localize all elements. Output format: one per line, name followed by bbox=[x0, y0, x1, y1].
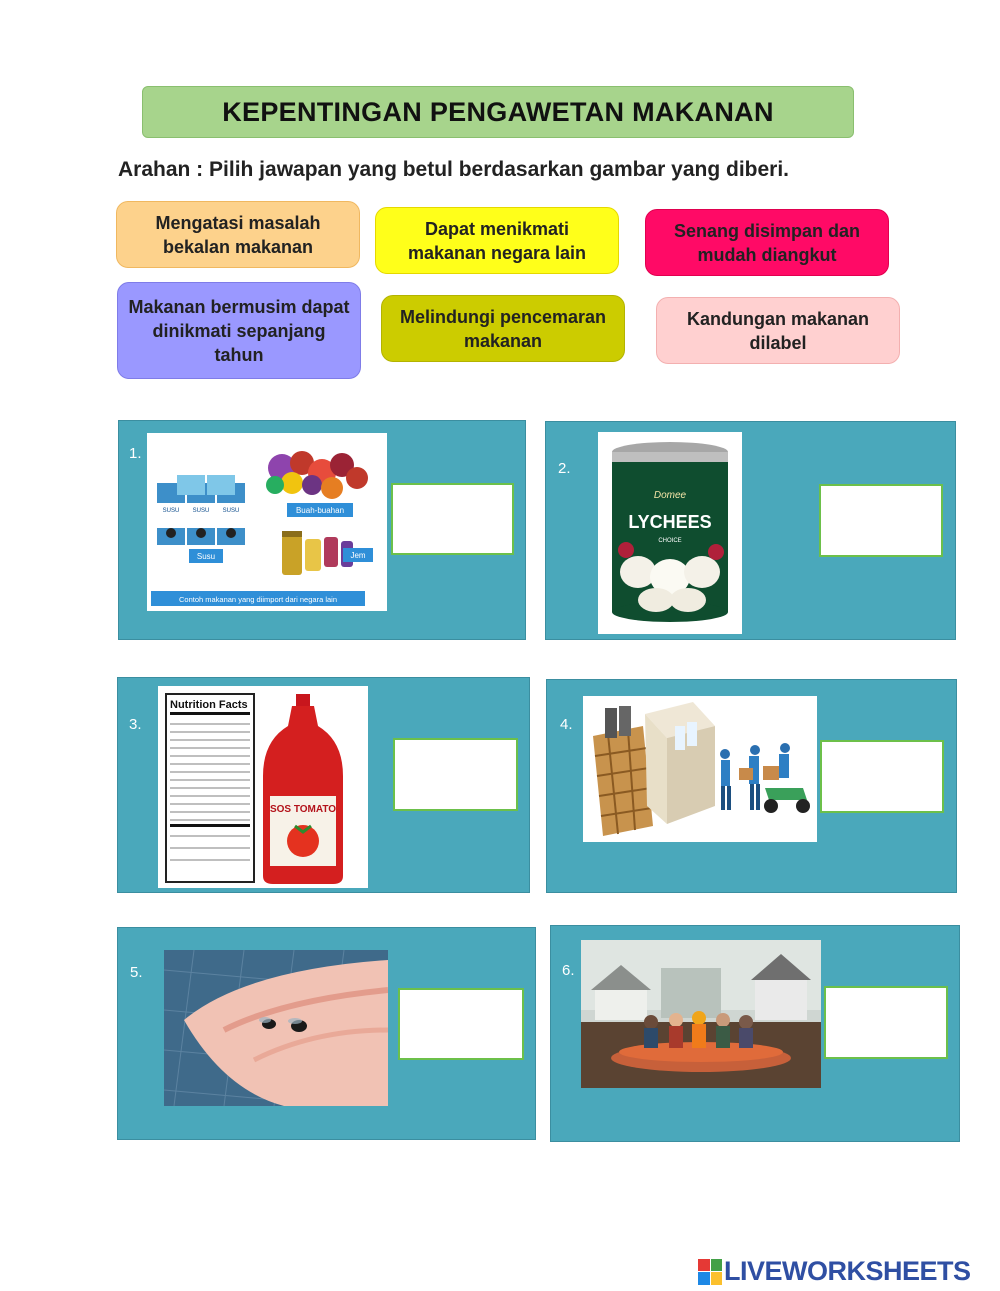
page-title: KEPENTINGAN PENGAWETAN MAKANAN bbox=[142, 86, 854, 138]
question-number: 3. bbox=[129, 716, 142, 733]
question-card-4 bbox=[546, 679, 957, 893]
question-card-1 bbox=[118, 420, 526, 640]
question-number: 6. bbox=[562, 962, 575, 979]
answer-drop-box-5[interactable] bbox=[398, 988, 524, 1060]
lychee-can-image bbox=[598, 432, 742, 634]
bottle-label: SOS TOMATO bbox=[269, 804, 337, 815]
image-caption: Contoh makanan yang diimport dari negara lain bbox=[178, 595, 338, 604]
nutrition-label-ketchup-image bbox=[158, 686, 368, 888]
food-delivery-image bbox=[583, 696, 817, 842]
question-number: 4. bbox=[560, 716, 573, 733]
question-number: 5. bbox=[130, 964, 143, 981]
question-card-5 bbox=[117, 927, 536, 1140]
option-menikmati-makanan-negara-lain[interactable]: Dapat menikmati makanan negara lain bbox=[375, 207, 619, 274]
answer-drop-box-2[interactable] bbox=[819, 484, 943, 557]
can-product: LYCHEES bbox=[628, 512, 712, 532]
question-number: 1. bbox=[129, 445, 142, 462]
can-brand: Domee bbox=[653, 490, 687, 501]
question-card-6 bbox=[550, 925, 960, 1142]
answer-drop-box-3[interactable] bbox=[393, 738, 518, 811]
option-makanan-bermusim[interactable]: Makanan bermusim dapat dinikmati sepanjang tahun bbox=[117, 282, 361, 379]
answer-drop-box-1[interactable] bbox=[391, 483, 514, 555]
instruction-text: Arahan : Pilih jawapan yang betul berdasarkan gambar yang diberi. bbox=[118, 158, 790, 181]
brand-name: LIVEWORKSHEETS bbox=[724, 1256, 971, 1286]
question-card-3 bbox=[117, 677, 530, 893]
jam-caption: Jem bbox=[350, 551, 366, 560]
answer-drop-box-6[interactable] bbox=[824, 986, 948, 1059]
option-melindungi-pencemaran[interactable]: Melindungi pencemaran makanan bbox=[381, 295, 625, 362]
carton-label: SUSU bbox=[192, 508, 210, 514]
answer-drop-box-4[interactable] bbox=[820, 740, 944, 813]
liveworksheets-logo bbox=[698, 1256, 971, 1287]
carton-label: SUSU bbox=[162, 508, 180, 514]
imported-food-image bbox=[147, 433, 387, 611]
option-senang-disimpan[interactable]: Senang disimpan dan mudah diangkut bbox=[645, 209, 889, 276]
fly-on-fish-image bbox=[164, 950, 388, 1106]
fruits-caption: Buah-buahan bbox=[295, 506, 345, 515]
milk-caption: Susu bbox=[196, 552, 216, 561]
flood-rescue-image bbox=[581, 940, 821, 1088]
carton-label: SUSU bbox=[222, 508, 240, 514]
question-number: 2. bbox=[558, 460, 571, 477]
can-grade: CHOICE bbox=[658, 538, 682, 544]
question-card-2 bbox=[545, 421, 956, 640]
option-kandungan-dilabel[interactable]: Kandungan makanan dilabel bbox=[656, 297, 900, 364]
nutrition-facts-heading: Nutrition Facts bbox=[170, 699, 248, 711]
liveworksheets-logo-icon bbox=[698, 1259, 722, 1285]
option-mengatasi-masalah[interactable]: Mengatasi masalah bekalan makanan bbox=[116, 201, 360, 268]
